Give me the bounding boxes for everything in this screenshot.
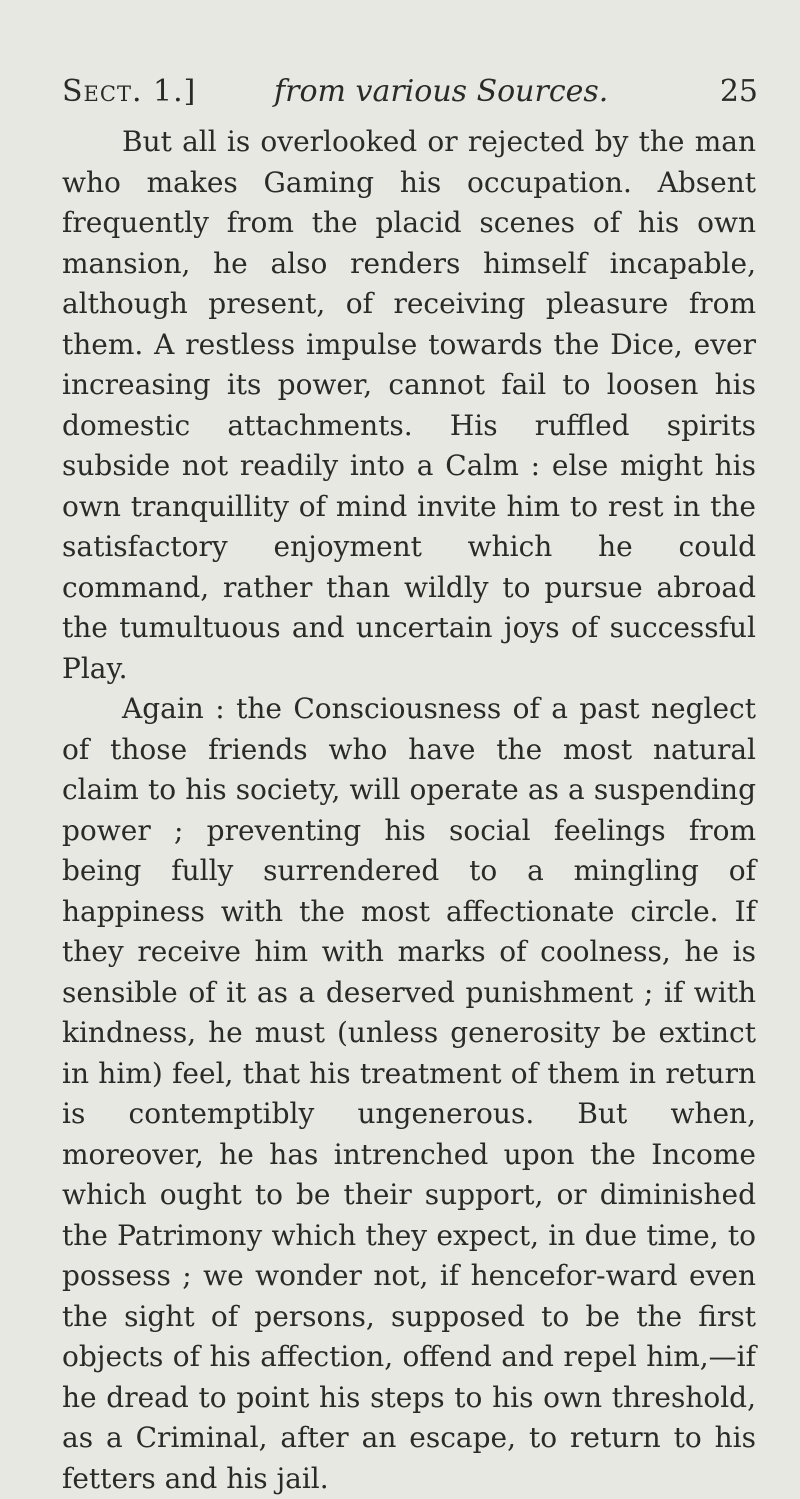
paragraph-1: But all is overlooked or rejected by the man who makes Gaming his occupation. Absent frequently from the placid scenes of his own mansion, he also renders himself incapable, although present, of receiving pleasure from them. A restless impulse towards the Dice, ever increasing its power, cannot fail to loosen his domestic attachments. His ruffled spirits subside not readily into a Calm : else might his own tranquillity of mind invite him to rest in the satisfactory enjoyment which he could command, rather than wildly to pursue abroad the tumultuous and uncertain joys of successful Play. bbox=[62, 125, 756, 685]
page-number: 25 bbox=[719, 74, 758, 109]
body-text bbox=[62, 122, 756, 1499]
paragraph-2: Again : the Consciousness of a past neglect of those friends who have the most natural claim to his society, will operate as a suspending power ; preventing his social feelings from being fully surrendered to a mingling of happiness with the most affectionate circle. If they receive him with marks of coolness, he is sensible of it as a deserved punishment ; if with kindness, he must (unless generosity be extinct in him) feel, that his treatment of them in return is contemptibly ungenerous. But when, moreover, he has intrenched upon the Income which ought to be their support, or diminished the Patrimony which they expect, in due time, to possess ; we wonder not, if hencefor-ward even the sight of persons, supposed to be the first objects of his affection, offend and repel him,—if he dread to point his steps to his own threshold, as a Criminal, after an escape, to return to his fetters and his jail. bbox=[62, 692, 756, 1495]
section-marker: Sect. 1.] bbox=[62, 74, 197, 109]
running-head bbox=[62, 72, 758, 122]
running-title: from various Sources. bbox=[274, 74, 609, 109]
